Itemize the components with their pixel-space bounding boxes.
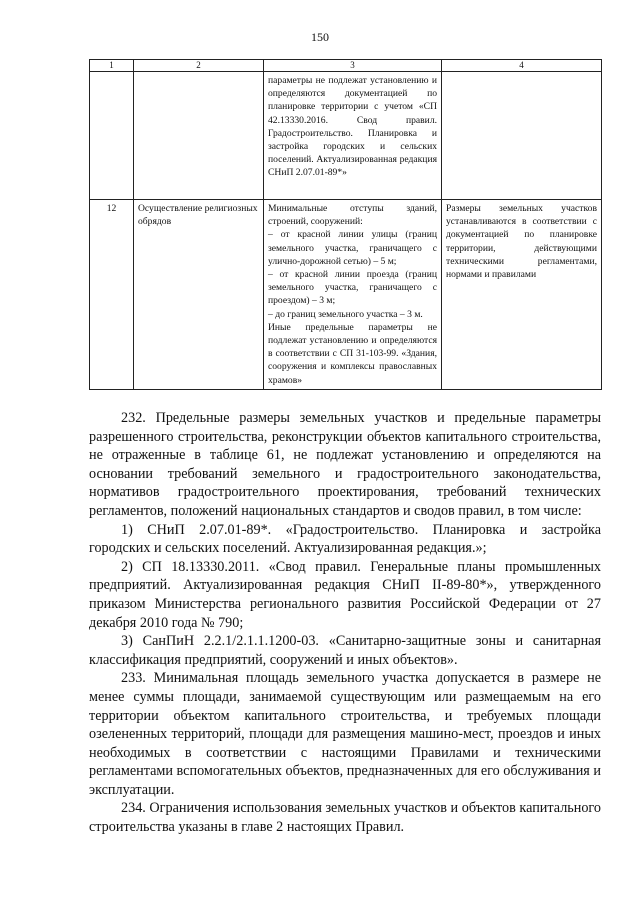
paragraph-232: 232. Предельные размеры земельных участков и предельные параметры разрешенного строительства, реконструкции объектов капитального строительства, не отраженные в таблице 61, не подлежат установлению и определяются на основании требований земельного и градостроительного законодательства, нормативов градостроительного проектирования, требований технических регламентов, положений национальных стандартов и сводов правил, в том числе: (89, 410, 601, 519)
row-land-cell: Размеры земельных участков устанавливаются в соответствии с документацией по планировке территории, действующими техническими регламентами, нормами и правилами (442, 200, 602, 390)
table-row-continuation (90, 72, 602, 200)
row-name-cell (134, 72, 264, 200)
regulations-table (89, 59, 602, 390)
row-number-cell (90, 72, 134, 200)
page-number: 150 (311, 30, 329, 44)
row-land-cell (442, 72, 602, 200)
params-line: Минимальные отступы зданий, строений, сооружений: (268, 203, 437, 228)
list-item-2: 2) СП 18.13330.2011. «Свод правил. Генеральные планы промышленных предприятий. Актуализированная редакция СНиП II-89-80*», утвержденного приказом Министерства регионального развития Российской Федерации от 27 декабря 2010 года № 790; (89, 558, 601, 631)
row-params-cell (264, 200, 442, 390)
table-row-12 (90, 200, 602, 390)
table-header-cell: 4 (442, 60, 602, 72)
row-params-cell (264, 72, 442, 200)
params-line: параметры не подлежат установлению и определяются документацией по планировке территории с учетом «СП 42.13330.2016. Свод правил. Градостроительство. Планировка и застройка городских и сельских поселений. Актуализированная редакция СНиП 2.07.01-89*» (268, 75, 437, 179)
list-item-1: 1) СНиП 2.07.01-89*. «Градостроительство. Планировка и застройка городских и сельских поселений. Актуализированная редакция.»; (89, 521, 601, 557)
row-name-cell: Осуществление религиозных обрядов (134, 200, 264, 390)
params-line: – от красной линии проезда (границ земельного участка, граничащего с проездом) – 3 м; (268, 269, 437, 307)
params-line: – от красной линии улицы (границ земельного участка, граничащего с улично-дорожной сетью) – 5 м; (268, 229, 437, 267)
table-header-row (90, 60, 602, 72)
table-header-cell: 2 (134, 60, 264, 72)
paragraph-233: 233. Минимальная площадь земельного участка допускается в размере не менее суммы площади, занимаемой существующим или размещаемым на его территории объектом капитального строительства, и требуемых площади озелененных территорий, площади для размещения машино-мест, проездов и иных необходимых в соответствии с настоящими Правилами и техническими регламентами вспомогательных объектов, предназначенных для его обслуживания и эксплуатации. (89, 670, 601, 798)
row-number-cell: 12 (90, 200, 134, 390)
paragraph-234: 234. Ограничения использования земельных участков и объектов капитального строительства указаны в главе 2 настоящих Правил. (89, 800, 601, 836)
params-line: – до границ земельного участка – 3 м. (268, 308, 423, 320)
table-header-cell: 1 (90, 60, 134, 72)
params-line: Иные предельные параметры не подлежат установлению и определяются в соответствии с СП 31-103-99. «Здания, сооружения и комплексы православных храмов» (268, 321, 437, 386)
body-text (89, 409, 601, 837)
table-header-cell: 3 (264, 60, 442, 72)
list-item-3: 3) СанПиН 2.2.1/2.1.1.1200-03. «Санитарно-защитные зоны и санитарная классификация предприятий, сооружений и иных объектов». (89, 633, 601, 668)
